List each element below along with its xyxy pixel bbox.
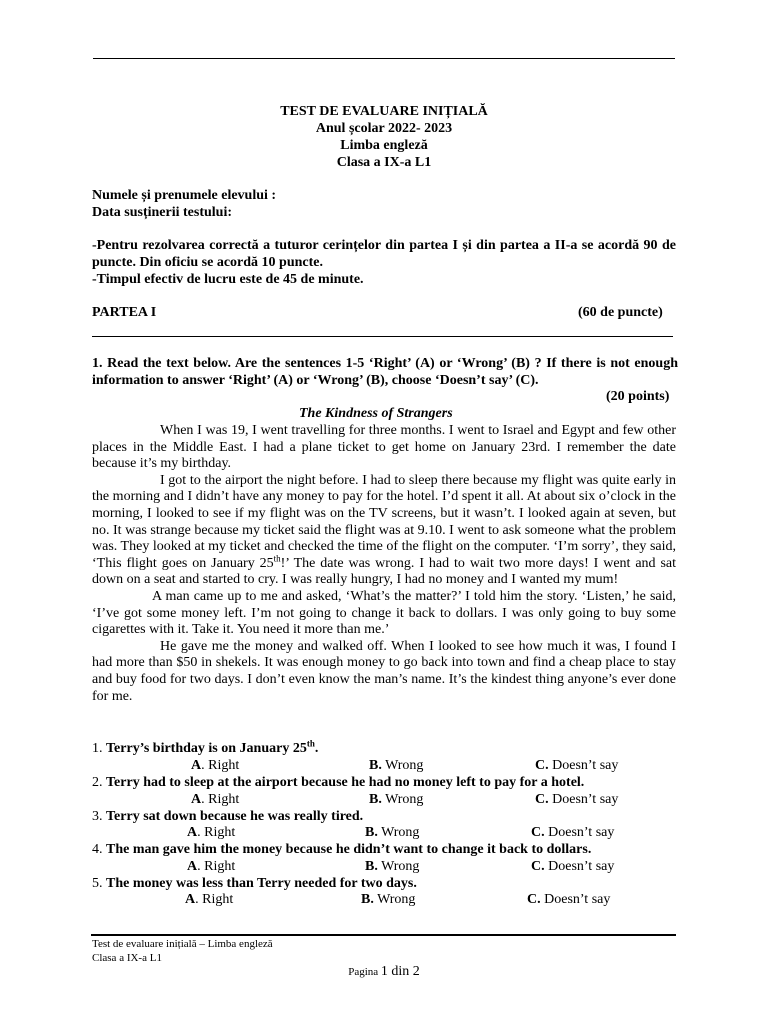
option-letter: A <box>185 892 196 907</box>
option-letter: B. <box>369 792 382 807</box>
q5-option-c[interactable] <box>527 892 610 909</box>
option-text: Wrong <box>373 892 416 907</box>
q4-option-a[interactable] <box>187 859 235 876</box>
option-text: . Right <box>195 892 234 907</box>
story-paragraph-1: When I was 19, I went travelling for three months. I went to Israel and Egypt and few other places in the Middle East. I had a plane ticket to get home on January 23rd. I remember the date because it’s my birthday. <box>92 423 676 472</box>
page-mid: din <box>387 964 413 979</box>
option-letter: A <box>191 792 202 807</box>
option-letter: B. <box>365 859 378 874</box>
option-letter: C. <box>531 859 545 874</box>
top-rule <box>93 58 675 59</box>
option-text: Doesn’t say <box>548 792 619 807</box>
test-title: TEST DE EVALUARE INIȚIALĂ <box>280 104 488 119</box>
option-text: . Right <box>197 859 236 874</box>
question-4 <box>92 842 682 859</box>
question-end: . <box>314 741 319 756</box>
q3-option-c[interactable] <box>531 825 614 842</box>
question-3 <box>92 809 682 826</box>
footer-rule <box>91 934 676 936</box>
question-number: 4. <box>92 842 103 857</box>
option-letter: C. <box>535 758 549 773</box>
page-total: 2 <box>412 964 420 979</box>
page-current: 1 <box>380 964 388 979</box>
question-text: Terry sat down because he was really tired. <box>106 809 364 824</box>
part1-points: (60 de puncte) <box>578 305 663 320</box>
story-paragraph-2-end: !’ The date was wrong. I had to wait two more days! I went and sat down on a seat and started to cry. I was really hungry, I had no money and I wanted my mum! <box>92 555 676 588</box>
ordinal-suffix: th <box>273 553 281 564</box>
time-instruction: -Timpul efectiv de lucru este de 45 de minute. <box>92 272 364 287</box>
page-number <box>0 964 768 981</box>
option-letter: B. <box>361 892 374 907</box>
option-text: Doesn’t say <box>544 825 615 840</box>
question-number: 5. <box>92 876 103 891</box>
q2-option-c[interactable] <box>535 792 618 809</box>
q5-option-b[interactable] <box>361 892 415 909</box>
school-year: Anul școlar 2022- 2023 <box>315 121 453 136</box>
option-text: Wrong <box>381 758 424 773</box>
subject: Limba engleză <box>340 138 428 153</box>
question-text: Terry’s birthday is on January 25 <box>106 741 307 756</box>
story-paragraph-3: A man came up to me and asked, ‘What’s the matter?’ I told him the story. ‘Listen,’ he said, ‘I’ve got some money left. I’m not going to change it back to dollars. I was only going to buy some cigarettes with it. Take it. You need it more than me.’ <box>92 588 676 638</box>
option-text: . Right <box>201 792 240 807</box>
option-text: Wrong <box>381 792 424 807</box>
exercise1-instruction: 1. Read the text below. Are the sentences 1-5 ‘Right’ (A) or ‘Wrong’ (B) ? If there is not enough information to answer ‘Right’ (A) or ‘Wrong’ (B), choose ‘Doesn’t say’ (C). <box>92 356 678 388</box>
q3-option-a[interactable] <box>187 825 235 842</box>
option-letter: A <box>187 859 198 874</box>
question-5 <box>92 876 682 893</box>
option-letter: A <box>187 825 198 840</box>
option-letter: C. <box>535 792 549 807</box>
option-letter: B. <box>365 825 378 840</box>
q5-option-a[interactable] <box>185 892 233 909</box>
footer-class: Clasa a IX-a L1 <box>92 952 162 964</box>
exercise1-points: (20 points) <box>606 389 670 404</box>
q1-option-c[interactable] <box>535 758 618 775</box>
option-letter: C. <box>531 825 545 840</box>
q4-option-b[interactable] <box>365 859 419 876</box>
question-text: The man gave him the money because he didn’t want to change it back to dollars. <box>106 842 592 857</box>
story-paragraph-2-start: I got to the airport the night before. I had to sleep there because my flight was quite early in the morning and I didn’t have any money to pay for the hotel. I’d spent it all. At about six o’clock in the morning, I looked to see if my flight was on the TV screens, but it wasn’t. I looked again at seven, but no. It was strange because my ticket said the flight was at 9.10. I went to ask someone what the problem was. They looked at my ticket and checked the time of the flight on the computer. ‘I’m sorry’, they said, ‘This flight goes on January 25 <box>92 472 676 571</box>
question-1 <box>92 738 682 758</box>
question-text: The money was less than Terry needed for two days. <box>106 876 417 891</box>
part1-rule <box>92 336 673 337</box>
q3-option-b[interactable] <box>365 825 419 842</box>
question-number: 3. <box>92 809 103 824</box>
story-text <box>92 423 676 705</box>
option-letter: A <box>191 758 202 773</box>
page-prefix: Pagina <box>348 966 381 978</box>
test-date-label: Data susținerii testului: <box>92 205 232 220</box>
q2-option-b[interactable] <box>369 792 423 809</box>
option-text: . Right <box>197 825 236 840</box>
option-text: Wrong <box>377 825 420 840</box>
class-level: Clasa a IX-a L1 <box>336 155 432 170</box>
option-text: Doesn’t say <box>548 758 619 773</box>
ordinal-suffix: th <box>306 738 315 749</box>
option-text: Doesn’t say <box>544 859 615 874</box>
test-header <box>0 104 768 172</box>
story-paragraph-4: He gave me the money and walked off. When I looked to see how much it was, I found I had more than $50 in shekels. It was enough money to go back into town and find a cheap place to stay and buy food for two days. I don’t even know the man’s name. It’s the kindest thing anyone’s ever done for me. <box>92 638 676 704</box>
story-paragraph-2 <box>92 473 676 589</box>
footer-title: Test de evaluare inițială – Limba engleză <box>92 938 273 950</box>
story-title: The Kindness of Strangers <box>299 406 453 421</box>
option-text: Wrong <box>377 859 420 874</box>
question-2 <box>92 775 682 792</box>
scoring-instruction: -Pentru rezolvarea correctă a tuturor cerințelor din partea I și din partea a II-a se acordă 90 de puncte. Din oficiu se acordă 10 puncte. <box>92 238 676 270</box>
question-number: 2. <box>92 775 103 790</box>
option-letter: B. <box>369 758 382 773</box>
q1-option-b[interactable] <box>369 758 423 775</box>
q2-option-a[interactable] <box>191 792 239 809</box>
option-text: Doesn’t say <box>540 892 611 907</box>
part1-title: PARTEA I <box>92 305 157 320</box>
question-text: Terry had to sleep at the airport because he had no money left to pay for a hotel. <box>106 775 585 790</box>
q1-option-a[interactable] <box>191 758 239 775</box>
question-number: 1. <box>92 741 103 756</box>
option-letter: C. <box>527 892 541 907</box>
option-text: . Right <box>201 758 240 773</box>
student-name-label: Numele și prenumele elevului : <box>92 188 277 203</box>
q4-option-c[interactable] <box>531 859 614 876</box>
